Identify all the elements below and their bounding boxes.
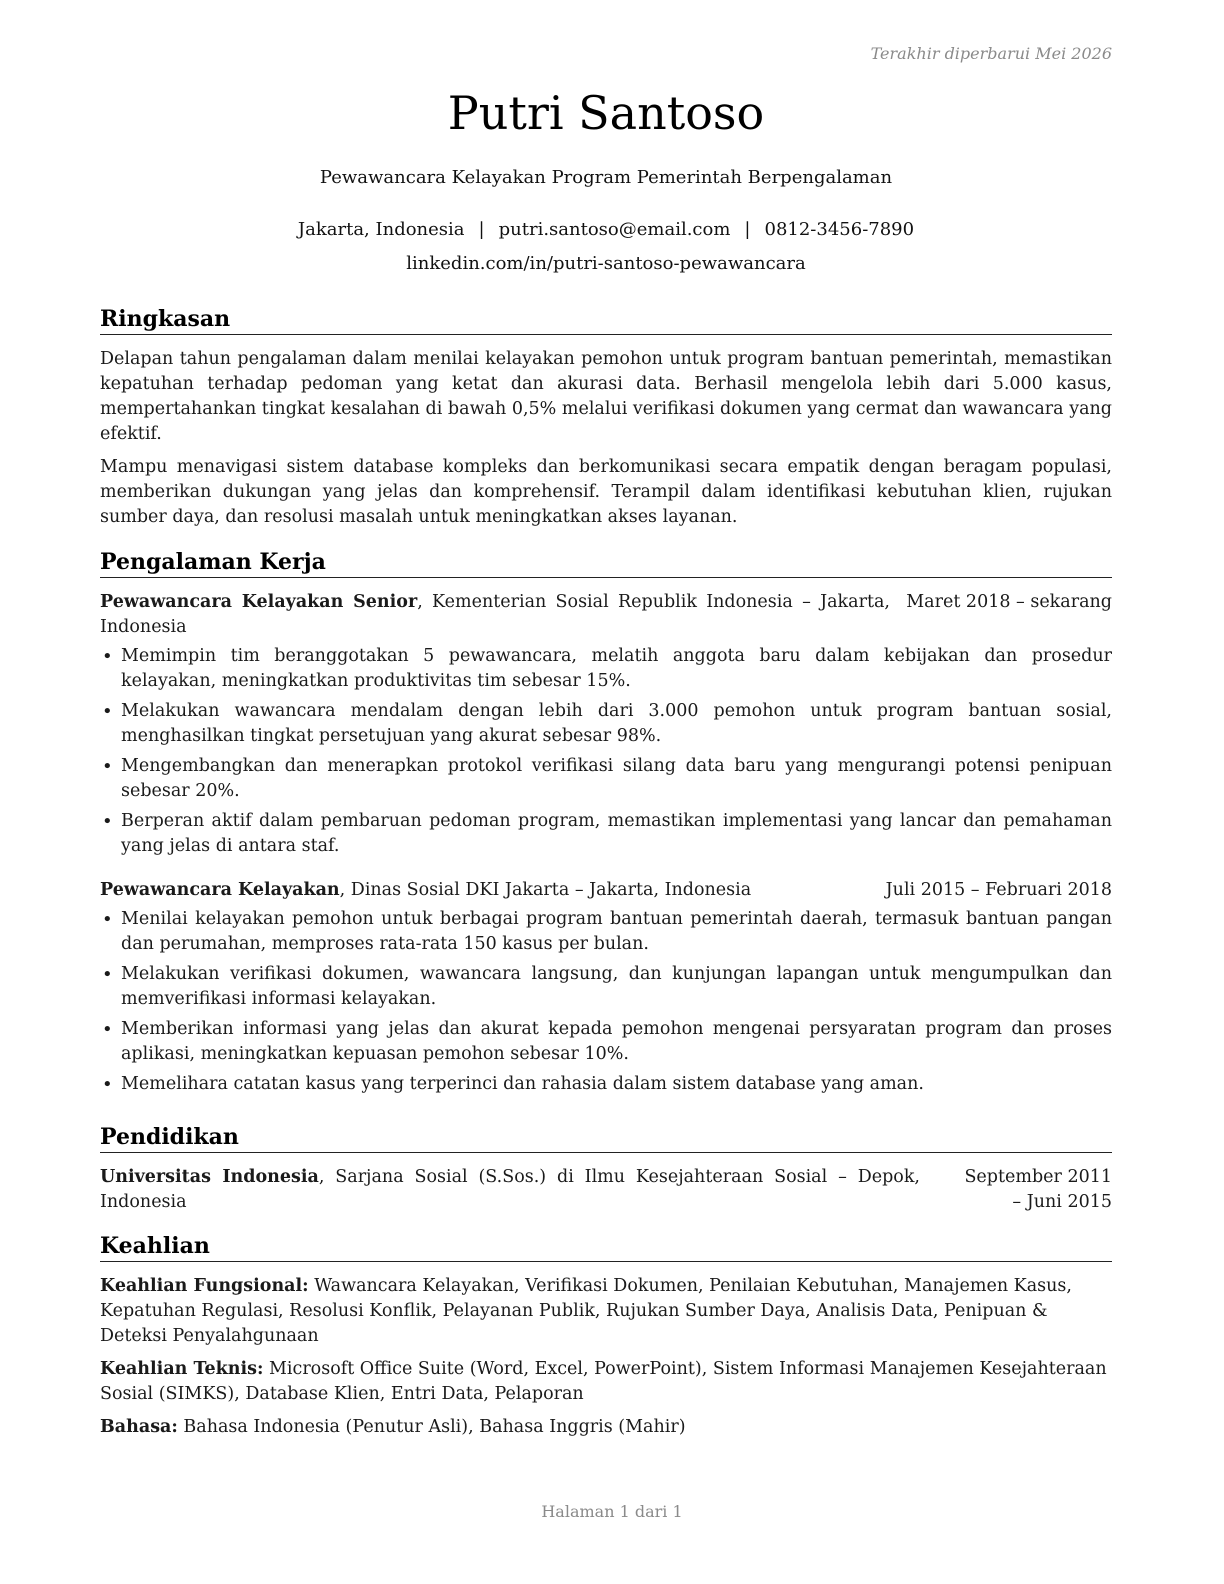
contact-phone: 0812-3456-7890 [764,219,915,240]
job-bullet: • Memelihara catatan kasus yang terperinci dan rahasia dalam sistem database yang aman. [100,1072,1112,1097]
contact-email[interactable]: putri.santoso@email.com [498,219,731,240]
section-title-skills: Keahlian [100,1231,1112,1262]
skill-line-language [100,1415,1112,1440]
section-title-experience: Pengalaman Kerja [100,547,1112,578]
job-organization: , Dinas Sosial DKI Jakarta – Jakarta, Indonesia [339,880,752,900]
contact-line [100,219,1112,240]
linkedin-link[interactable]: linkedin.com/in/putri-santoso-pewawancara [406,253,806,274]
job-bullet: • Menilai kelayakan pemohon untuk berbagai program bantuan pemerintah daerah, termasuk bantuan pangan dan perumahan, memproses rata-rata 150 kasus per bulan. [100,907,1112,957]
job-bullet: • Mengembangkan dan menerapkan protokol verifikasi silang data baru yang mengurangi potensi penipuan sebesar 20%. [100,754,1112,804]
job-header [100,878,1112,903]
education-dates: September 2011 – Juni 2015 [964,1167,1112,1212]
last-updated-note: Terakhir diperbarui Mei 2026 [870,44,1112,63]
section-title-summary: Ringkasan [100,304,1112,335]
skill-label: Keahlian Fungsional: [100,1276,309,1296]
skill-value: Wawancara Kelayakan, Verifikasi Dokumen, Penilaian Kebutuhan, Manajemen Kasus, Kepatuhan Regulasi, Resolusi Konflik, Pelayanan Publik, Rujukan Sumber Daya, Analisis Data, Penipuan & Deteksi Penyalahgunaan [100,1276,1072,1346]
summary-paragraph: Delapan tahun pengalaman dalam menilai kelayakan pemohon untuk program bantuan pemerintah, memastikan kepatuhan terhadap pedoman yang ketat dan akurasi data. Berhasil mengelola lebih dari 5.000 kasus, mempertahankan tingkat kesalahan di bawah 0,5% melalui verifikasi dokumen yang cermat dan wawancara yang efektif. [100,349,1112,444]
education-degree: , Sarjana Sosial (S.Sos.) di Ilmu Kesejahteraan Sosial – Depok, Indonesia [100,1167,920,1212]
job-bullet: • Melakukan verifikasi dokumen, wawancara langsung, dan kunjungan lapangan untuk mengumpulkan dan memverifikasi informasi kelayakan. [100,962,1112,1012]
contact-separator: | [744,219,751,240]
candidate-name: Putri Santoso [447,86,765,140]
education-entry [100,1165,1112,1215]
experience-section [100,547,1112,1102]
job-role: Pewawancara Kelayakan Senior [100,592,418,612]
job-dates: Maret 2018 – sekarang [906,592,1112,612]
job-bullet-list [100,644,1112,859]
job-bullet: • Melakukan wawancara mendalam dengan lebih dari 3.000 pemohon untuk program bantuan sosial, menghasilkan tingkat persetujuan yang akurat sebesar 98%. [100,699,1112,749]
job-header [100,590,1112,640]
candidate-tagline: Pewawancara Kelayakan Program Pemerintah Berpengalaman [319,167,893,188]
job-bullet: • Berperan aktif dalam pembaruan pedoman program, memastikan implementasi yang lancar dan pemahaman yang jelas di antara staf. [100,809,1112,859]
job-bullet: • Memberikan informasi yang jelas dan akurat kepada pemohon mengenai persyaratan program dan proses aplikasi, meningkatkan kepuasan pemohon sebesar 10%. [100,1017,1112,1067]
summary-section [100,304,1112,530]
skill-value: Bahasa Indonesia (Penutur Asli), Bahasa Inggris (Mahir) [177,1417,686,1437]
summary-paragraph: Mampu menavigasi sistem database kompleks dan berkomunikasi secara empatik dengan beragam populasi, memberikan dukungan yang jelas dan komprehensif. Terampil dalam identifikasi kebutuhan klien, rujukan sumber daya, dan resolusi masalah untuk meningkatkan akses layanan. [100,457,1112,527]
contact-location: Jakarta, Indonesia [297,219,465,240]
section-title-education: Pendidikan [100,1122,1112,1153]
skill-label: Bahasa: [100,1417,178,1437]
skill-value: Microsoft Office Suite (Word, Excel, PowerPoint), Sistem Informasi Manajemen Kesejahteraan Sosial (SIMKS), Database Klien, Entri Data, Pelaporan [100,1359,1107,1404]
job-bullet-list [100,907,1112,1097]
education-school: Universitas Indonesia [100,1167,319,1187]
skill-line-technical [100,1357,1112,1407]
job-bullet: • Memimpin tim beranggotakan 5 pewawancara, melatih anggota baru dalam kebijakan dan prosedur kelayakan, meningkatkan produktivitas tim sebesar 15%. [100,644,1112,694]
skill-label: Keahlian Teknis: [100,1359,264,1379]
education-section [100,1122,1112,1215]
skill-line-functional [100,1274,1112,1349]
job-entry [100,878,1112,1097]
skills-section [100,1231,1112,1440]
job-organization: , Kementerian Sosial Republik Indonesia – Jakarta, Indonesia [100,592,890,637]
page-number: Halaman 1 dari 1 [541,1502,683,1521]
contact-separator: | [478,219,485,240]
job-entry [100,590,1112,859]
job-dates: Juli 2015 – Februari 2018 [885,880,1112,900]
job-role: Pewawancara Kelayakan [100,880,340,900]
